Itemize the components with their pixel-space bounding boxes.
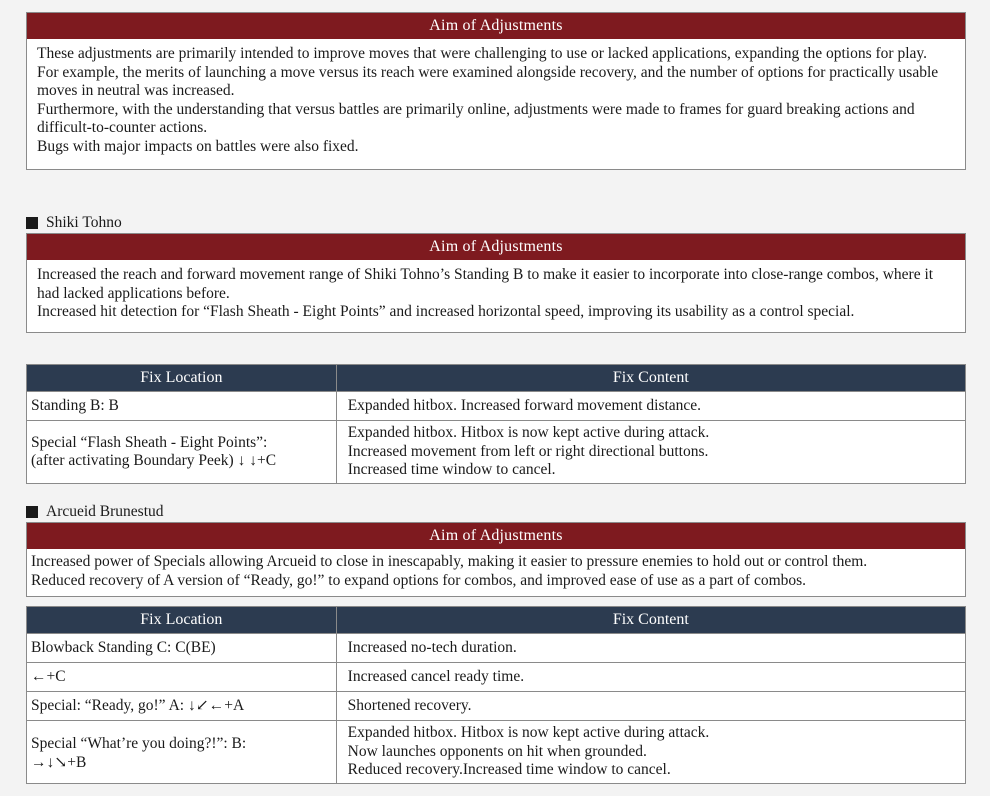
table-header-row (27, 365, 966, 392)
content-line: Increased no-tech duration. (347, 638, 517, 656)
character-name: Shiki Tohno (46, 214, 122, 231)
content-line: Shortened recovery. (347, 696, 472, 714)
fix-content-cell (336, 421, 965, 484)
fix-location-cell (27, 634, 337, 663)
aim-paragraph: Furthermore, with the understanding that versus battles are primarily online, adjustments were made to frames for guard breaking actions and difficult-to-counter actions. (37, 100, 915, 136)
fix-content-cell (336, 663, 965, 692)
table-row (27, 663, 966, 692)
location-line: Special “Flash Sheath - Eight Points”: (31, 433, 268, 451)
content-line: Increased movement from left or right directional buttons. (347, 442, 709, 460)
table-row (27, 634, 966, 663)
fix-content-cell (336, 392, 965, 421)
fix-location-cell (27, 692, 337, 721)
fix-location-cell (27, 721, 337, 784)
arcueid-fix-table (26, 606, 966, 784)
aim-header: Aim of Adjustments (27, 523, 965, 549)
fix-location-header: Fix Location (27, 607, 337, 634)
aim-paragraph: Bugs with major impacts on battles were also fixed. (37, 137, 359, 155)
content-line: Increased time window to cancel. (347, 461, 556, 479)
table-row (27, 721, 966, 784)
fix-content-cell (336, 692, 965, 721)
shiki-aim-box (26, 233, 966, 333)
fix-content-header: Fix Content (336, 365, 965, 392)
location-line: ←+C (31, 667, 66, 685)
fix-content-cell (336, 634, 965, 663)
location-line: Blowback Standing C: C(BE) (31, 638, 216, 656)
content-line: Now launches opponents on hit when grounded. (347, 742, 647, 760)
fix-location-cell (27, 421, 337, 484)
black-square-icon (26, 506, 38, 518)
fix-location-header: Fix Location (27, 365, 337, 392)
fix-content-header: Fix Content (336, 607, 965, 634)
table-row (27, 421, 966, 484)
location-line: →↓↘+B (31, 753, 87, 771)
location-line: Special “What’re you doing?!”: B: (31, 735, 247, 752)
aim-paragraph: For example, the merits of launching a move versus its reach were examined alongside recovery, and the number of options for practically usable moves in neutral was increased. (37, 63, 939, 99)
content-line: Increased cancel ready time. (347, 667, 525, 685)
aim-paragraph: Reduced recovery of A version of “Ready, go!” to expand options for combos, and improved ease of use as a part of combos. (31, 571, 807, 589)
black-square-icon (26, 217, 38, 229)
shiki-fix-table (26, 364, 966, 484)
aim-header: Aim of Adjustments (27, 13, 965, 39)
content-line: Expanded hitbox. Hitbox is now kept active during attack. (347, 424, 710, 442)
location-line: Standing B: B (31, 396, 119, 414)
location-line: Special: “Ready, go!” A: ↓↙←+A (31, 696, 245, 714)
fix-location-cell (27, 392, 337, 421)
aim-paragraph: Increased hit detection for “Flash Sheath - Eight Points” and increased horizontal speed, improving its usability as a control special. (37, 303, 855, 320)
content-line: Expanded hitbox. Increased forward movement distance. (347, 396, 702, 414)
aim-header: Aim of Adjustments (27, 234, 965, 260)
content-line: Reduced recovery.Increased time window to cancel. (347, 761, 671, 779)
section-title-arcueid (26, 503, 164, 521)
content-line: Expanded hitbox. Hitbox is now kept active during attack. (347, 724, 710, 742)
aim-body (27, 549, 965, 596)
character-name: Arcueid Brunestud (46, 503, 164, 520)
aim-paragraph: Increased power of Specials allowing Arcueid to close in inescapably, making it easier to pressure enemies to hold out or control them. (31, 553, 868, 570)
table-row (27, 692, 966, 721)
table-header-row (27, 607, 966, 634)
general-aim-box (26, 12, 966, 170)
aim-paragraph: These adjustments are primarily intended to improve moves that were challenging to use or lacked applications, expanding the options for play. (37, 45, 927, 62)
aim-body (27, 260, 965, 332)
fix-location-cell (27, 663, 337, 692)
section-title-shiki (26, 214, 122, 232)
table-row (27, 392, 966, 421)
aim-paragraph: Increased the reach and forward movement range of Shiki Tohno’s Standing B to make it easier to incorporate into close-range combos, where it had lacked applications before. (37, 266, 934, 302)
location-line: (after activating Boundary Peek) ↓ ↓+C (31, 452, 277, 469)
aim-body (27, 39, 965, 169)
fix-content-cell (336, 721, 965, 784)
arcueid-aim-box (26, 522, 966, 597)
